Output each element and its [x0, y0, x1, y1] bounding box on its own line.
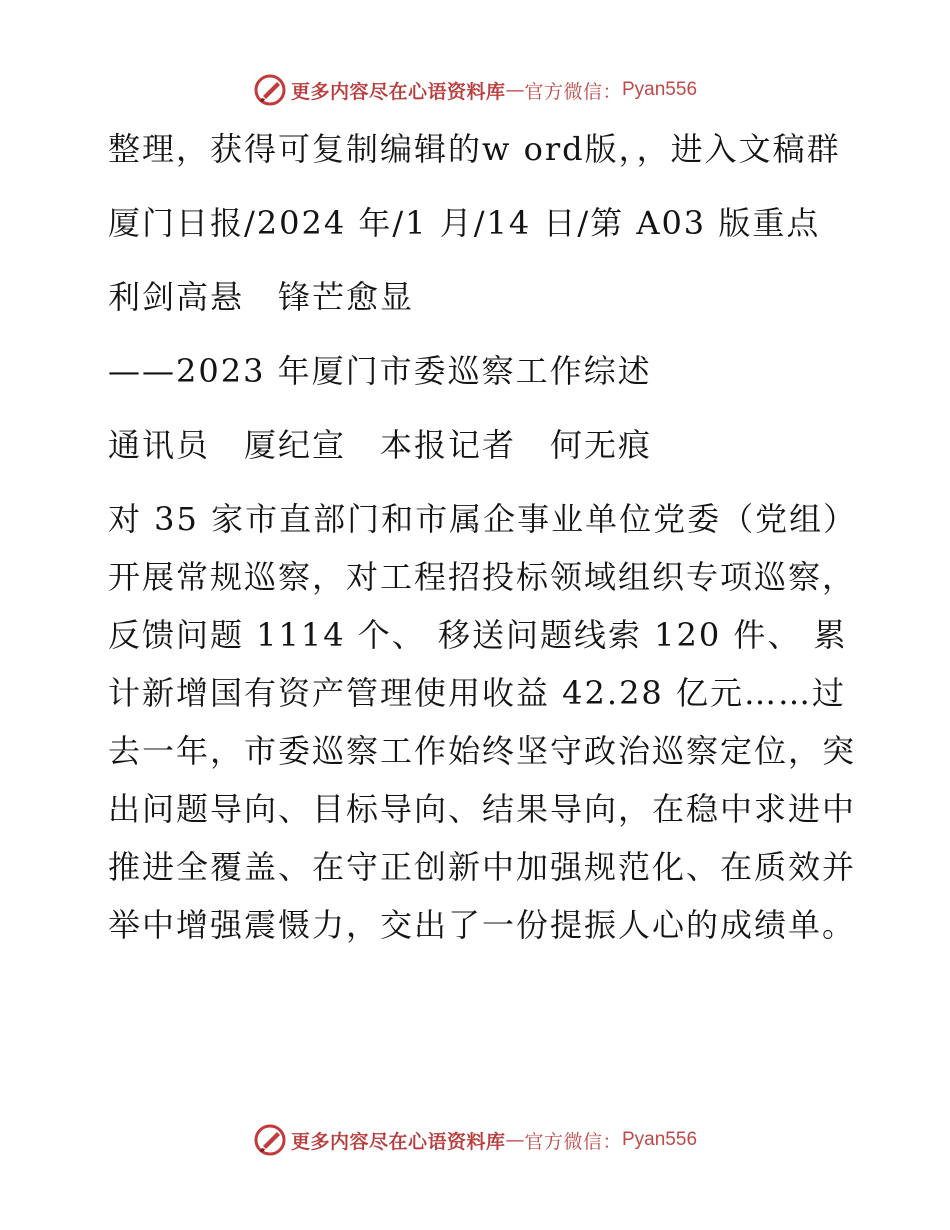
watermark-account-label: 官方微信： [524, 1130, 622, 1153]
source-line: 厦门日报/2024 年/1 月/14 日/第 A03 版重点 [108, 204, 821, 242]
watermark-header [0, 70, 950, 110]
watermark-footer [0, 1120, 950, 1160]
watermark-separator: — [505, 1129, 525, 1151]
watermark-promo-text: 更多内容尽在心语资料库 [290, 1130, 506, 1153]
byline: 通讯员 厦纪宣 本报记者 何无痕 [108, 426, 653, 464]
brush-logo-icon [253, 73, 287, 107]
brush-logo-icon [253, 1123, 287, 1157]
document-body [98, 120, 869, 954]
watermark-promo-text: 更多内容尽在心语资料库 [290, 80, 506, 103]
watermark-account-label: 官方微信： [524, 80, 622, 103]
watermark-handle: Pyan556 [622, 79, 698, 100]
watermark-handle: Pyan556 [622, 1129, 698, 1150]
watermark-separator: — [505, 79, 525, 101]
headline: 利剑高悬 锋芒愈显 [108, 278, 415, 316]
subheadline: ——2023 年厦门市委巡察工作综述 [108, 352, 652, 390]
intro-line: 整理，获得可复制编辑的w ord版，，进入文稿群 [108, 130, 841, 168]
body-paragraph: 对 35 家市直部门和市属企事业单位党委（党组）开展常规巡察，对工程招投标领域组织专项巡察， 反馈问题 1114 个、 移送问题线索 120 件、 累计新增国有资产管理使用收益 42.28 亿元……过去一年，市委巡察工作始终坚守政治巡察定位，突出问题导向、目标导向、结果导向，在稳中求进中推进全覆盖、在守正创新中加强规范化、在质效并举中增强震慑力，交出了一份提振人心的成绩单。 [108, 500, 869, 944]
